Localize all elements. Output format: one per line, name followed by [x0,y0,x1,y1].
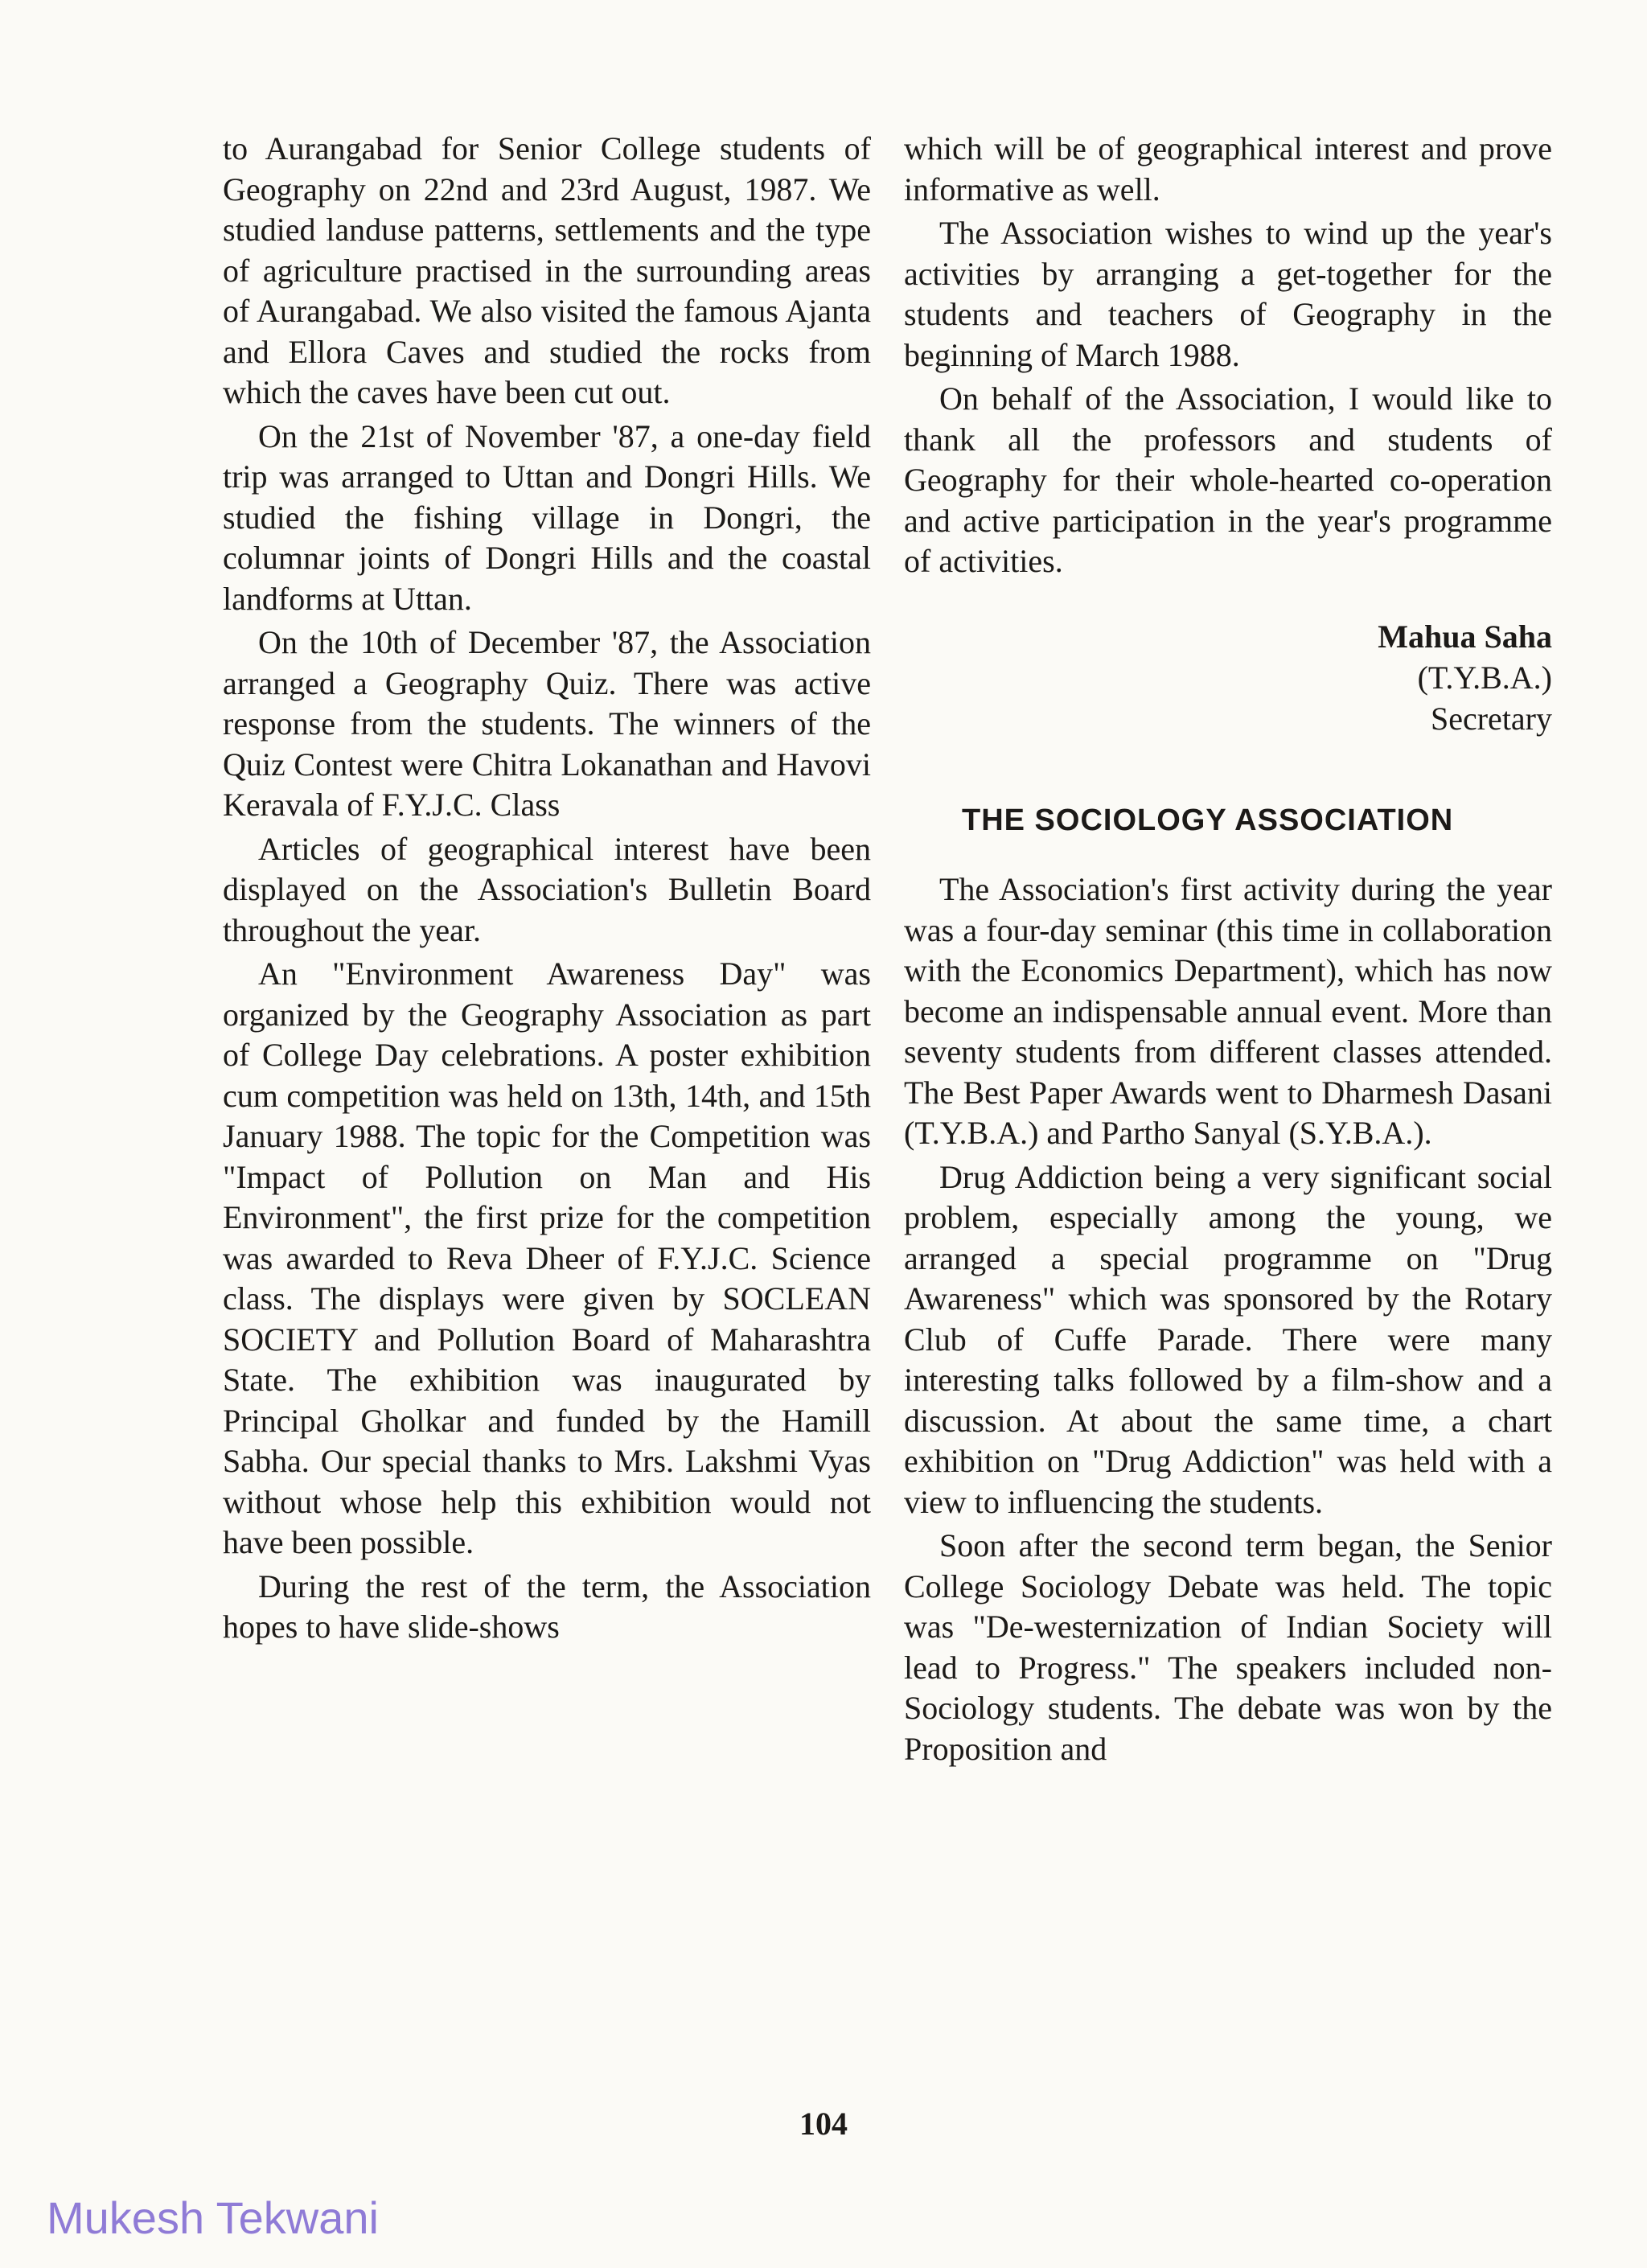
right-column [904,129,1552,1773]
paragraph: Articles of geographical interest have been displayed on the Association's Bulletin Board throughout the year. [223,830,871,948]
watermark: Mukesh Tekwani [47,2192,379,2243]
signature-class: (T.Y.B.A.) [1417,659,1552,696]
paragraph: On the 21st of November '87, a one-day field trip was arranged to Uttan and Dongri Hills. We studied the fishing village in Dongri, the columnar joints of Dongri Hills and the coastal landforms at Uttan. [223,417,871,617]
signature-name: Mahua Saha [1378,618,1552,655]
signature-block [904,616,1552,739]
paragraph: During the rest of the term, the Association hopes to have slide-shows [223,1567,871,1645]
paragraph: to Aurangabad for Senior College students of Geography on 22nd and 23rd August, 1987. We studied landuse patterns, settlements and the type of agriculture practised in the surrounding areas of Aurangabad. We also visited the famous Ajanta and Ellora Caves and studied the rocks from which the caves have been cut out. [223,130,871,410]
paragraph: Drug Addiction being a very significant social problem, especially among the young, we arranged a special programme on "Drug Awareness" which was sponsored by the Rotary Club of Cuffe Parade. There were many interesting talks followed by a film-show and a discussion. At about the same time, a chart exhibition on "Drug Addiction" was held with a view to influencing the students. [904,1158,1552,1520]
left-column [223,129,871,1651]
paragraph: On the 10th of December '87, the Association arranged a Geography Quiz. There was active response from the students. The winners of the Quiz Contest were Chitra Lokanathan and Havovi Keravala of F.Y.J.C. Class [223,624,871,823]
paragraph: which will be of geographical interest and prove informative as well. [904,130,1552,207]
paragraph: An "Environment Awareness Day" was organized by the Geography Association as part of College Day celebrations. A poster exhibition cum competition was held on 13th, 14th, and 15th January 1988. The topic for the Competition was "Impact of Pollution on Man and His Environment", the first prize for the competition was awarded to Reva Dheer of F.Y.J.C. Science class. The displays were given by SOCLEAN SOCIETY and Pollution Board of Maharashtra State. The exhibition was inaugurated by Principal Gholkar and funded by the Hamill Sabha. Our special thanks to Mrs. Lakshmi Vyas without whose help this exhibition would not have been possible. [223,955,871,1560]
page-number: 104 [799,2106,848,2142]
paragraph: The Association wishes to wind up the year's activities by arranging a get-together for the students and teachers of Geography in the beginning of March 1988. [904,215,1552,373]
paragraph: On behalf of the Association, I would like to thank all the professors and students of Geography for their whole-hearted co-operation and active participation in the year's programme of activities. [904,380,1552,579]
signature-role: Secretary [1430,700,1552,737]
paragraph: Soon after the second term began, the Senior College Sociology Debate was held. The topic was "De-westernization of Indian Society will lead to Progress." The speakers included non-Sociology students. The debate was won by the Proposition and [904,1527,1552,1767]
section-heading: THE SOCIOLOGY ASSOCIATION [962,803,1454,837]
paragraph: The Association's first activity during the year was a four-day seminar (this time in collaboration with the Economics Department), which has now become an indispensable annual event. More than seventy students from different classes attended. The Best Paper Awards went to Dharmesh Dasani (T.Y.B.A.) and Partho Sanyal (S.Y.B.A.). [904,871,1552,1151]
